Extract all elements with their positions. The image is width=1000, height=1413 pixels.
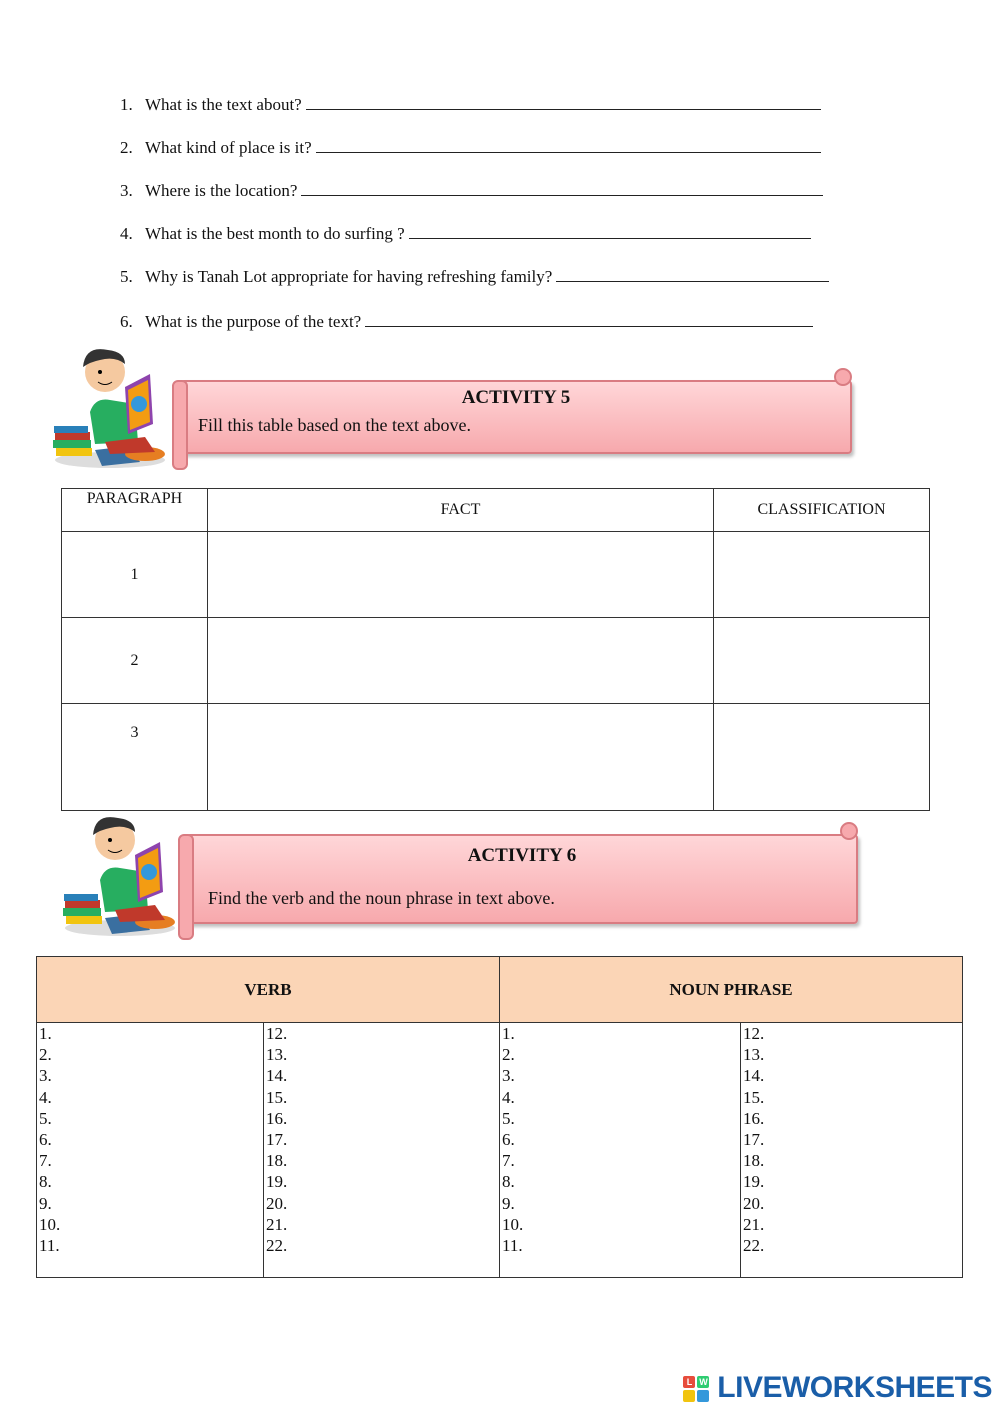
fact-cell[interactable] bbox=[208, 704, 714, 811]
answer-line-3[interactable] bbox=[301, 181, 823, 196]
header-classification: CLASSIFICATION bbox=[714, 489, 930, 532]
paragraph-cell: 1 bbox=[62, 532, 208, 618]
activity-5-banner bbox=[172, 368, 852, 468]
question-5: 5. Why is Tanah Lot appropriate for having refreshing family? bbox=[120, 267, 829, 287]
activity-6-table bbox=[36, 956, 963, 1278]
activity-5-scroll bbox=[180, 380, 852, 454]
logo-badge-icon: L W bbox=[683, 1376, 709, 1402]
activity-6-banner bbox=[178, 822, 858, 938]
question-6: 6. What is the purpose of the text? bbox=[120, 312, 813, 332]
header-fact: FACT bbox=[208, 489, 714, 532]
reading-kid-illustration bbox=[50, 342, 170, 470]
question-2: 2. What kind of place is it? bbox=[120, 138, 821, 158]
activity-5-table bbox=[61, 488, 930, 811]
classification-cell[interactable] bbox=[714, 532, 930, 618]
noun-list-1-11[interactable]: 1. 2. 3. 4. 5. 6. 7. 8. 9. 10. 11. bbox=[500, 1023, 741, 1278]
activity-6-scroll bbox=[186, 834, 858, 924]
activity-5-title: ACTIVITY 5 bbox=[461, 387, 571, 408]
paragraph-cell: 2 bbox=[62, 618, 208, 704]
fact-cell[interactable] bbox=[208, 532, 714, 618]
answer-line-5[interactable] bbox=[556, 267, 829, 282]
question-3: 3. Where is the location? bbox=[120, 181, 823, 201]
fact-cell[interactable] bbox=[208, 618, 714, 704]
activity-6-title: ACTIVITY 6 bbox=[467, 845, 577, 866]
paragraph-cell: 3 bbox=[62, 704, 208, 811]
activity-5-instruction: Fill this table based on the text above. bbox=[198, 415, 471, 435]
liveworksheets-logo: L W LIVEWORKSHEETS bbox=[717, 1371, 992, 1405]
header-paragraph: PARAGRAPH bbox=[62, 489, 208, 532]
noun-list-12-22[interactable]: 12. 13. 14. 15. 16. 17. 18. 19. 20. 21. 22. bbox=[741, 1023, 963, 1278]
classification-cell[interactable] bbox=[714, 618, 930, 704]
activity-6-instruction: Find the verb and the noun phrase in text above. bbox=[208, 888, 555, 908]
answer-line-2[interactable] bbox=[316, 138, 821, 153]
answer-line-6[interactable] bbox=[365, 312, 813, 327]
answer-line-4[interactable] bbox=[409, 224, 811, 239]
verb-list-12-22[interactable]: 12. 13. 14. 15. 16. 17. 18. 19. 20. 21. 22. bbox=[264, 1023, 500, 1278]
verb-list-1-11[interactable]: 1. 2. 3. 4. 5. 6. 7. 8. 9. 10. 11. bbox=[37, 1023, 264, 1278]
header-verb: VERB bbox=[37, 957, 500, 1023]
question-1: 1. What is the text about? bbox=[120, 95, 821, 115]
classification-cell[interactable] bbox=[714, 704, 930, 811]
answer-line-1[interactable] bbox=[306, 95, 821, 110]
header-noun-phrase: NOUN PHRASE bbox=[500, 957, 963, 1023]
question-4: 4. What is the best month to do surfing ? bbox=[120, 224, 811, 244]
reading-kid-illustration bbox=[60, 810, 180, 938]
